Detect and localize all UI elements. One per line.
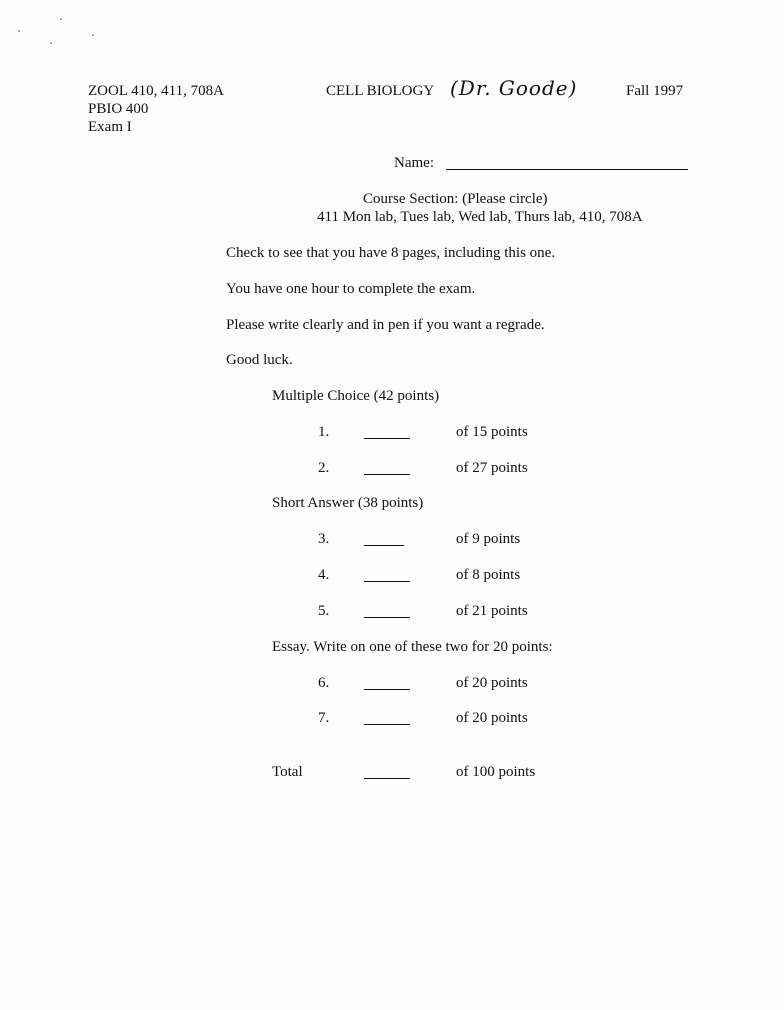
total-label: Total <box>272 764 303 780</box>
section-short-answer: Short Answer (38 points) <box>272 495 424 511</box>
instruction-time: You have one hour to complete the exam. <box>226 281 476 297</box>
question-points: of 20 points <box>456 710 528 726</box>
course-title: CELL BIOLOGY <box>326 83 435 99</box>
name-field[interactable] <box>446 157 688 175</box>
question-points: of 15 points <box>456 424 528 440</box>
question-number: 1. <box>318 424 330 440</box>
total-points: of 100 points <box>456 764 536 780</box>
question-number: 2. <box>318 460 330 476</box>
course-section-label: Course Section: (Please circle) <box>363 191 548 207</box>
question-number: 4. <box>318 567 330 583</box>
instruction-regrade: Please write clearly and in pen if you want a regrade. <box>226 317 545 333</box>
question-number: 5. <box>318 603 330 619</box>
scan-speck <box>92 34 94 36</box>
score-blank[interactable] <box>364 569 410 587</box>
instructor-handwritten: (Dr. Goode) <box>450 76 578 100</box>
question-points: of 21 points <box>456 603 528 619</box>
question-number: 3. <box>318 531 330 547</box>
question-points: of 20 points <box>456 675 528 691</box>
name-label: Name: <box>394 155 434 171</box>
scan-speck <box>60 18 62 20</box>
section-essay: Essay. Write on one of these two for 20 points: <box>272 639 553 655</box>
question-points: of 9 points <box>456 531 521 547</box>
course-code-line1: ZOOL 410, 411, 708A <box>88 83 224 99</box>
score-blank[interactable] <box>364 426 410 444</box>
instruction-pages: Check to see that you have 8 pages, including this one. <box>226 245 556 261</box>
course-code-line2: PBIO 400 <box>88 101 149 117</box>
total-score-blank[interactable] <box>364 766 410 784</box>
scan-speck <box>18 30 20 32</box>
question-points: of 27 points <box>456 460 528 476</box>
course-section-options[interactable]: 411 Mon lab, Tues lab, Wed lab, Thurs lab, 410, 708A <box>317 209 643 225</box>
score-blank[interactable] <box>364 605 410 623</box>
question-points: of 8 points <box>456 567 521 583</box>
question-number: 7. <box>318 710 330 726</box>
section-multiple-choice: Multiple Choice (42 points) <box>272 388 440 404</box>
score-blank[interactable] <box>364 677 410 695</box>
question-number: 6. <box>318 675 330 691</box>
score-blank[interactable] <box>364 712 410 730</box>
instruction-good-luck: Good luck. <box>226 352 293 368</box>
term-label: Fall 1997 <box>626 83 684 99</box>
score-blank[interactable] <box>364 462 410 480</box>
exam-label: Exam I <box>88 119 132 135</box>
scan-speck <box>50 42 52 44</box>
score-blank[interactable] <box>364 533 404 551</box>
